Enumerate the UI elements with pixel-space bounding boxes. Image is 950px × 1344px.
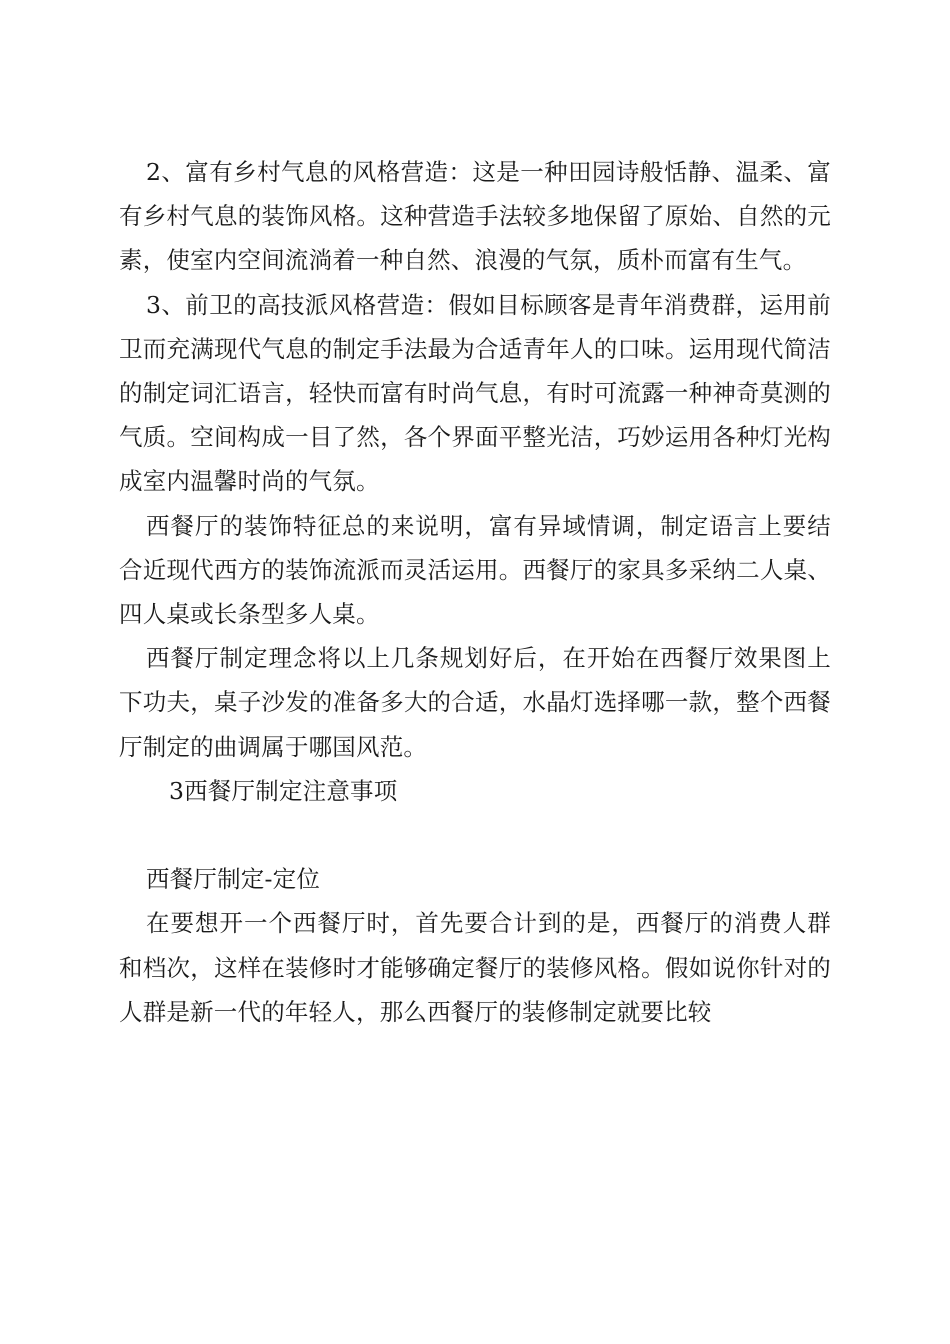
subheading-positioning: 西餐厅制定-定位 [146,865,321,894]
paragraph-rustic-style: 2、富有乡村气息的风格营造：这是一种田园诗般恬静、温柔、富有乡村气息的装饰风格。这种营造手法较多地保留了原始、自然的元素，使室内空间流淌着一种自然、浪漫的气氛，质朴而富有生气。 [119,158,831,275]
paragraph-hightech-style: 3、前卫的高技派风格营造：假如目标顾客是青年消费群，运用前卫而充满现代气息的制定手法最为合适青年人的口味。运用现代简洁的制定词汇语言，轻快而富有时尚气息，有时可流露一种神奇莫测的气质。空间构成一目了然，各个界面平整光洁，巧妙运用各种灯光构成室内温馨时尚的气氛。 [119,290,831,496]
paragraph-positioning: 在要想开一个西餐厅时，首先要合计到的是，西餐厅的消费人群和档次，这样在装修时才能够确定餐厅的装修风格。假如说你针对的人群是新一代的年轻人，那么西餐厅的装修制定就要比较 [119,909,831,1026]
section-heading: 3西餐厅制定注意事项 [169,776,398,805]
document-body [119,150,831,1034]
paragraph-decoration-features: 西餐厅的装饰特征总的来说明，富有异域情调，制定语言上要结合近现代西方的装饰流派而灵活运用。西餐厅的家具多采纳二人桌、四人桌或长条型多人桌。 [119,511,831,629]
blank-line [119,813,831,857]
paragraph-design-concept: 西餐厅制定理念将以上几条规划好后，在开始在西餐厅效果图上下功夫，桌子沙发的准备多大的合适，水晶灯选择哪一款，整个西餐厅制定的曲调属于哪国风范。 [119,644,831,761]
